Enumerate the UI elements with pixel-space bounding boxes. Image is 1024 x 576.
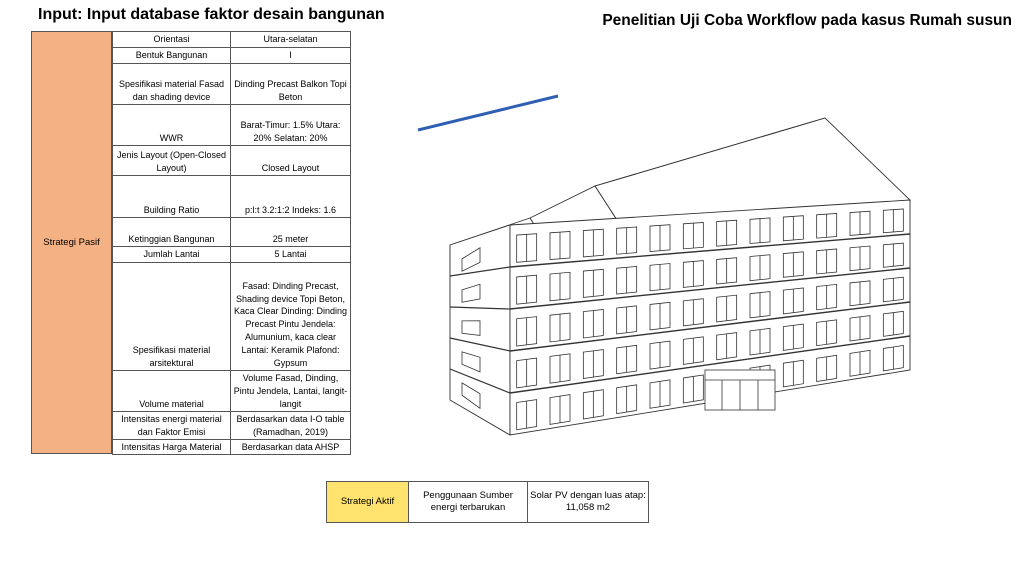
accent-line: [418, 96, 558, 130]
param-cell: Volume material: [113, 371, 231, 412]
value-cell: Fasad: Dinding Precast, Shading device Topi Beton, Kaca Clear Dinding: Dinding Precast Pintu Jendela: Alumunium, kaca clear Lantai: Keramik Plafond: Gypsum: [231, 263, 351, 371]
value-cell: p:l:t 3.2:1:2 Indeks: 1.6: [231, 176, 351, 218]
param-cell: Intensitas Harga Material: [113, 440, 231, 455]
param-cell: Penggunaan Sumber energi terbarukan: [409, 482, 528, 523]
value-cell: I: [231, 48, 351, 64]
value-cell: Dinding Precast Balkon Topi Beton: [231, 64, 351, 105]
value-cell: Closed Layout: [231, 146, 351, 176]
param-cell: Jumlah Lantai: [113, 247, 231, 263]
table-row: [113, 176, 351, 218]
value-cell: 5 Lantai: [231, 247, 351, 263]
table-row: [113, 263, 351, 371]
page-title-left: Input: Input database faktor desain bangunan: [38, 6, 385, 23]
table-row: [113, 371, 351, 412]
value-cell: Volume Fasad, Dinding, Pintu Jendela, Lantai, langit-langit: [231, 371, 351, 412]
table-row: [113, 440, 351, 455]
page-title-right: Penelitian Uji Coba Workflow pada kasus Rumah susun: [602, 12, 1012, 29]
param-cell: WWR: [113, 105, 231, 146]
passive-strategy-table: [112, 31, 351, 455]
value-cell: Berdasarkan data AHSP: [231, 440, 351, 455]
param-cell: Intensitas energi material dan Faktor Emisi: [113, 412, 231, 440]
table-row: [113, 32, 351, 48]
table-row: [113, 412, 351, 440]
table-row: [113, 105, 351, 146]
value-cell: Barat-Timur: 1.5% Utara: 20% Selatan: 20%: [231, 105, 351, 146]
param-cell: Jenis Layout (Open-Closed Layout): [113, 146, 231, 176]
value-cell: Utara-selatan: [231, 32, 351, 48]
active-strategy-table: [326, 481, 649, 523]
param-cell: Orientasi: [113, 32, 231, 48]
building-illustration: [410, 90, 950, 450]
table-row: [113, 218, 351, 247]
active-strategy-label: Strategi Aktif: [327, 482, 409, 523]
param-cell: Spesifikasi material Fasad dan shading device: [113, 64, 231, 105]
param-cell: Ketinggian Bangunan: [113, 218, 231, 247]
param-cell: Spesifikasi material arsitektural: [113, 263, 231, 371]
param-cell: Bentuk Bangunan: [113, 48, 231, 64]
value-cell: Berdasarkan data I-O table (Ramadhan, 2019): [231, 412, 351, 440]
table-row: [327, 482, 649, 523]
passive-strategy-label: Strategi Pasif: [31, 31, 112, 454]
table-row: [113, 48, 351, 64]
param-cell: Building Ratio: [113, 176, 231, 218]
value-cell: Solar PV dengan luas atap: 11,058 m2: [528, 482, 649, 523]
value-cell: 25 meter: [231, 218, 351, 247]
table-row: [113, 64, 351, 105]
table-row: [113, 247, 351, 263]
table-row: [113, 146, 351, 176]
